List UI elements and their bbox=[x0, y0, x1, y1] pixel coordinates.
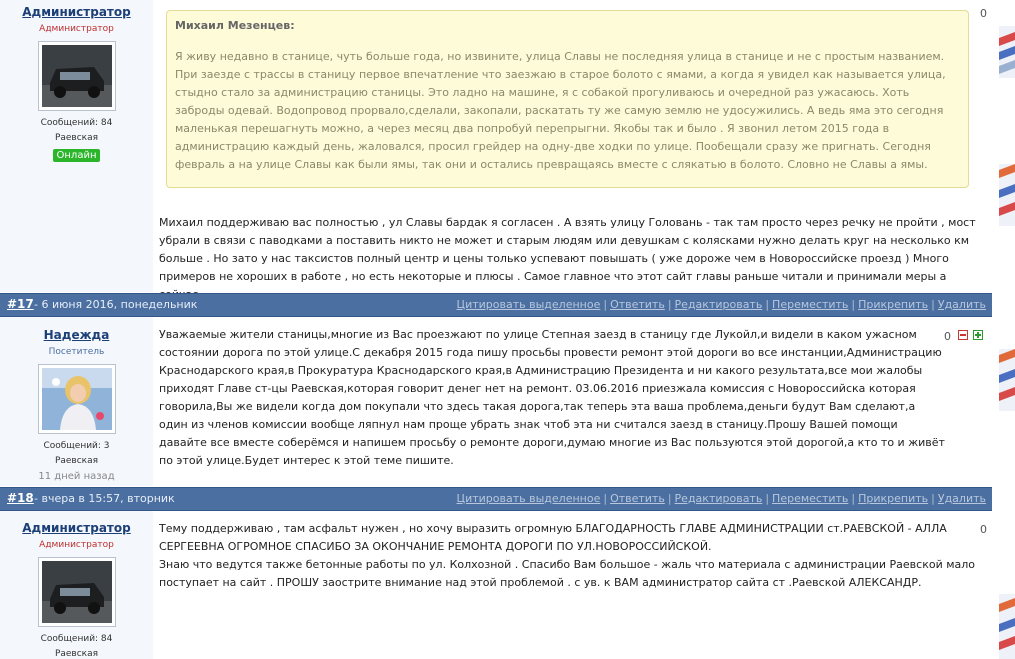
move-link[interactable]: Переместить bbox=[772, 298, 849, 311]
post-rating: 0 bbox=[980, 7, 987, 20]
post-number-link[interactable]: #17 bbox=[7, 297, 34, 311]
woman-avatar-image bbox=[42, 368, 112, 430]
quote-author: Михаил Мезенцев: bbox=[175, 19, 295, 32]
quote-selected-link[interactable]: Цитировать выделенное bbox=[456, 298, 601, 311]
author-name-link[interactable]: Надежда bbox=[43, 328, 110, 342]
pin-link[interactable]: Прикрепить bbox=[858, 492, 929, 505]
post-actions: Цитировать выделенное | Ответить | Редактировать | Переместить | Прикрепить | Удалить bbox=[456, 298, 986, 311]
author-name-link[interactable]: Администратор bbox=[22, 521, 131, 535]
avatar[interactable] bbox=[38, 557, 116, 627]
post-actions: Цитировать выделенное | Ответить | Редактировать | Переместить | Прикрепить | Удалить bbox=[456, 492, 986, 505]
move-link[interactable]: Переместить bbox=[772, 492, 849, 505]
post-date: - вчера в 15:57, вторник bbox=[34, 492, 175, 505]
post-text-line: Тему поддерживаю , там асфальт нужен , но хочу выразить огромную БЛАГОДАРНОСТЬ ГЛАВЕ АДМИНИСТРАЦИИ ст.РАЕВСКОЙ - АЛЛА СЕРГЕЕВНА ОГРОМНОЕ СПАСИБО ЗА ОКОНЧАНИЕ РЕМОНТА ДОРОГИ ПО УЛ.НОВОРОССИЙСКОЙ. bbox=[159, 522, 947, 553]
author-posts-count: Сообщений: 3 bbox=[43, 441, 110, 451]
edit-link[interactable]: Редактировать bbox=[674, 298, 763, 311]
decorative-sticker-icon bbox=[995, 590, 1015, 659]
author-posts-count: Сообщений: 84 bbox=[40, 118, 113, 128]
quote-text: Я живу недавно в станице, чуть больше года, но извините, улица Славы не последняя улица в станице и не с простым названием. При заезде с трассы в станицу первое впечатление что заезжаю в старое болото с ямами, а когда я увидел как называется улица, стыдно стало за администрацию станицы. Это ладно на машине, я с собакой прогуливаюсь и очередной раз ужасаюсь. Хоть заброды одевай. Водопровод прорвало,сделали, закопали, раскатать ту же самую землю не удосужились. А ведь яма это сегодня маленькая перешагнуть можно, а через месяц два попробуй перепрыгни. Якобы так и было . Я звонил летом 2015 года в администрацию каждый день, жаловался, просил грейдер на одну-две ходки по улице. Пообещали сразу же пригнать. Сегодня февраль а на улице Славы как были ямы, так они и остались превращаясь вместе с слякатью в болото. Словно не Славы а ямы. bbox=[175, 50, 946, 171]
author-city: Раевская bbox=[54, 456, 99, 466]
post-text: Михаил поддерживаю вас полностью , ул Славы бардак я согласен . А взять улицу Головань - так там просто через речку не пройти , мост убрали в связи с паводками а поставить никто не может и старым людям или девушкам с колясками нужно делать круг на несколько км больше . Но зато у нас таксистов полный центр и цены только успевают повышать ( уже дороже чем в Новороссийске проезд ) Много примеров не хороших в работе , но есть некоторые и плюсы . Самое главное что этот сайт главы раньше читали и принимали меры а bbox=[159, 216, 976, 283]
quote-selected-link[interactable]: Цитировать выделенное bbox=[456, 492, 601, 505]
reply-link[interactable]: Ответить bbox=[610, 298, 665, 311]
reply-link[interactable]: Ответить bbox=[610, 492, 665, 505]
decorative-sticker-icon bbox=[995, 160, 1015, 230]
online-badge: Онлайн bbox=[53, 149, 101, 162]
post-text bbox=[159, 520, 977, 592]
post-number-link[interactable]: #18 bbox=[7, 491, 34, 505]
post-text-line: Знаю что ведутся также бетонные работы по ул. Колхозной . Спасибо Вам большое - жаль что материала с администрации Раевской мало поступает на сайт . ПРОШУ заострите внимание над этой проблемой . с ув. к ВАМ администратор сайта ст .Раевской АЛЕКСАНДР. bbox=[159, 558, 976, 589]
decorative-sticker-icon bbox=[995, 22, 1015, 82]
author-city: Раевская bbox=[54, 649, 99, 659]
author-role: Администратор bbox=[39, 540, 114, 550]
avatar[interactable] bbox=[38, 364, 116, 434]
vote-up-icon[interactable] bbox=[973, 330, 983, 340]
edit-link[interactable]: Редактировать bbox=[674, 492, 763, 505]
author-posts-count: Сообщений: 84 bbox=[40, 634, 113, 644]
post-author-block bbox=[0, 5, 153, 162]
post-header-bar bbox=[0, 487, 992, 511]
decorative-sticker-icon bbox=[995, 345, 1015, 415]
car-avatar-image bbox=[42, 45, 112, 107]
delete-link[interactable]: Удалить bbox=[937, 492, 986, 505]
post-author-block bbox=[0, 521, 153, 659]
author-last-seen: 11 дней назад bbox=[38, 471, 115, 482]
post-rating: 0 bbox=[944, 330, 951, 343]
delete-link[interactable]: Удалить bbox=[937, 298, 986, 311]
car-avatar-image bbox=[42, 561, 112, 623]
post-author-block bbox=[0, 328, 153, 482]
author-role: Посетитель bbox=[48, 347, 105, 357]
post-date: - 6 июня 2016, понедельник bbox=[34, 298, 198, 311]
vote-down-icon[interactable] bbox=[958, 330, 968, 340]
post-header-bar bbox=[0, 293, 992, 317]
author-name-link[interactable]: Администратор bbox=[22, 5, 131, 19]
avatar[interactable] bbox=[38, 41, 116, 111]
post-text: Уважаемые жители станицы,многие из Вас проезжают по улице Степная заезд в станицу где Лукойл,и видели в каком ужасном состоянии дорога по этой улице.С декабря 2015 года пишу просьбы провести ремонт этой дороги во все инстанции,Администрацию Краснодарского края,в Прокуратура Краснодарского края,в Администрацию Президента и ни какого результата,все мои жалобы приходят Главе ст-цы Раевская,которая говорит денег нет на ремонт. 03.06.2016 приезжала комиссия с Новороссийска которая говорила,Вы же видели когда дом покупали что здесь такая дорога,так теперь эта ваша проблема,деньги будут Вам сделают,а один из членов комиссии вообще ляпнул нам проще убрать знак чтоб эта ни считался заезд в станицу.Прошу Вашей помощи давайте все вместе соберёмся и напишем просьбу о ремонте дороги,думаю многие из Вас пользуются этой дорогой,а кто то и живёт по этой улице.Будет интерес к этой теме пишите. bbox=[159, 328, 945, 467]
post-rating: 0 bbox=[980, 523, 987, 536]
author-role: Администратор bbox=[39, 24, 114, 34]
author-city: Раевская bbox=[54, 133, 99, 143]
quote-block bbox=[166, 10, 969, 188]
pin-link[interactable]: Прикрепить bbox=[858, 298, 929, 311]
